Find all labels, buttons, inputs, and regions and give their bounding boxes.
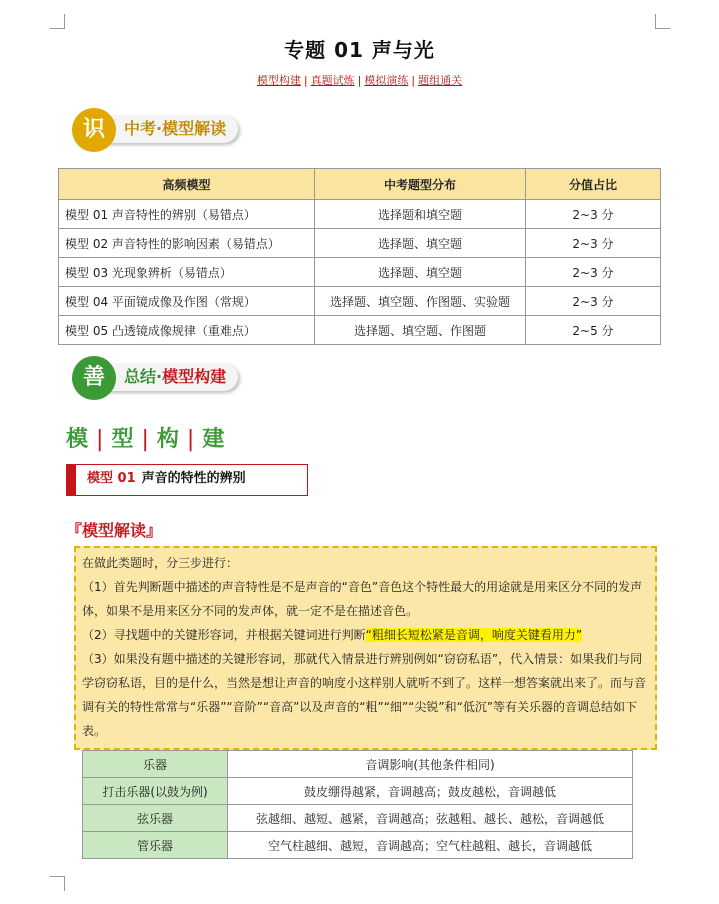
model-number: 模型 01 <box>87 471 136 486</box>
table-row <box>83 778 633 805</box>
table-row <box>59 316 661 345</box>
table-header-row <box>59 169 661 200</box>
table-cell: 模型 04 平面镜成像及作图（常规） <box>59 287 315 316</box>
interpretation-note <box>74 546 657 750</box>
table-cell: 2~3 分 <box>526 287 661 316</box>
heading-char: 型 <box>111 427 136 452</box>
table-cell: 管乐器 <box>83 832 228 859</box>
table-cell: 弦越细、越短、越紧，音调越高；弦越粗、越长、越松，音调越低 <box>228 805 633 832</box>
table-row <box>59 287 661 316</box>
model-title <box>87 467 246 486</box>
table-cell: 2~3 分 <box>526 200 661 229</box>
table-row <box>59 200 661 229</box>
table-cell: 选择题、填空题 <box>315 229 526 258</box>
section-banner-label <box>102 115 238 143</box>
instrument-pitch-table <box>82 750 633 859</box>
table-row <box>59 229 661 258</box>
table-cell: 空气柱越细、越短，音调越高；空气柱越粗、越长，音调越低 <box>228 832 633 859</box>
section-label: 模型构建 <box>162 367 227 386</box>
table-cell: 模型 03 光现象辨析（易错点） <box>59 258 315 287</box>
table-header: 高频模型 <box>59 169 315 200</box>
model-name: 声音的特性的辨别 <box>141 471 246 486</box>
link-model-build[interactable]: 模型构建 <box>256 74 301 87</box>
link-separator: | <box>357 74 362 87</box>
section-badge: 善 <box>72 356 116 400</box>
section-label: 模型解读 <box>162 119 227 138</box>
table-header-row <box>83 751 633 778</box>
link-real-exam[interactable]: 真题试炼 <box>310 74 355 87</box>
link-separator: | <box>411 74 416 87</box>
table-header: 音调影响(其他条件相同) <box>228 751 633 778</box>
table-header: 分值占比 <box>526 169 661 200</box>
link-mock-drill[interactable]: 模拟演练 <box>364 74 409 87</box>
table-cell: 模型 05 凸透镜成像规律（重难点） <box>59 316 315 345</box>
table-cell: 2~3 分 <box>526 258 661 287</box>
model-title-accent <box>66 464 76 496</box>
table-cell: 鼓皮绷得越紧，音调越高；鼓皮越松，音调越低 <box>228 778 633 805</box>
heading-char: 模 <box>66 427 91 452</box>
table-cell: 模型 01 声音特性的辨别（易错点） <box>59 200 315 229</box>
table-cell: 选择题、填空题、作图题、实验题 <box>315 287 526 316</box>
section-banner-label <box>102 363 238 391</box>
corner-mark-bottom-left <box>50 876 65 891</box>
table-header: 乐器 <box>83 751 228 778</box>
note-highlight: “粗细长短松紧是音调，响度关键看用力” <box>365 628 583 642</box>
heading-divider: | <box>141 427 151 452</box>
note-intro: 在做此类题时，分三步进行： <box>82 556 239 570</box>
note-step-3: （3）如果没有题中描述的关键形容词，那就代入情景进行辨别例如“窃窃私语”，代入情景：如果我们与同学窃窃私语，目的是什么，当然是想让声音的响度小这样别人就听不到了。这样一想答案就出来了。而与音调有关的特性常常与“乐器”“音阶”“音高”以及声音的“粗”“细”“尖锐”和“低沉”等有关乐器的音调总结如下表。 <box>82 652 647 738</box>
model-build-heading <box>66 422 226 453</box>
table-row <box>59 258 661 287</box>
table-row <box>83 805 633 832</box>
table-row <box>83 832 633 859</box>
heading-divider: | <box>186 427 197 452</box>
heading-divider: | <box>96 427 106 452</box>
model-overview-table <box>58 168 661 345</box>
heading-char: 建 <box>202 427 227 452</box>
table-cell: 选择题和填空题 <box>315 200 526 229</box>
section-prefix: 总结· <box>124 367 163 386</box>
table-cell: 2~5 分 <box>526 316 661 345</box>
table-cell: 模型 02 声音特性的影响因素（易错点） <box>59 229 315 258</box>
table-header: 中考题型分布 <box>315 169 526 200</box>
corner-mark-top-left <box>50 14 65 29</box>
section-prefix: 中考· <box>124 119 163 138</box>
note-step-2 <box>82 623 649 647</box>
model-title-box <box>66 464 308 496</box>
table-cell: 选择题、填空题 <box>315 258 526 287</box>
corner-mark-top-right <box>655 14 670 29</box>
page-title: 专题 01 声与光 <box>284 38 435 62</box>
link-separator: | <box>303 74 308 87</box>
heading-char: 构 <box>156 427 181 452</box>
note-step-2-text: （2）寻找题中的关键形容词，并根据关键词进行判断 <box>82 628 366 642</box>
table-cell: 选择题、填空题、作图题 <box>315 316 526 345</box>
table-cell: 2~3 分 <box>526 229 661 258</box>
link-group-pass[interactable]: 题组通关 <box>418 74 463 87</box>
section-badge: 识 <box>72 108 116 152</box>
interpretation-title: 『模型解读』 <box>66 521 163 540</box>
note-step-1: （1）首先判断题中描述的声音特性是不是声音的“音色”音色这个特性最大的用途就是用来区分不同的发声体，如果不是用来区分不同的发声体，就一定不是在描述音色。 <box>82 580 643 618</box>
section-links <box>0 72 719 88</box>
table-cell: 弦乐器 <box>83 805 228 832</box>
table-cell: 打击乐器(以鼓为例) <box>83 778 228 805</box>
